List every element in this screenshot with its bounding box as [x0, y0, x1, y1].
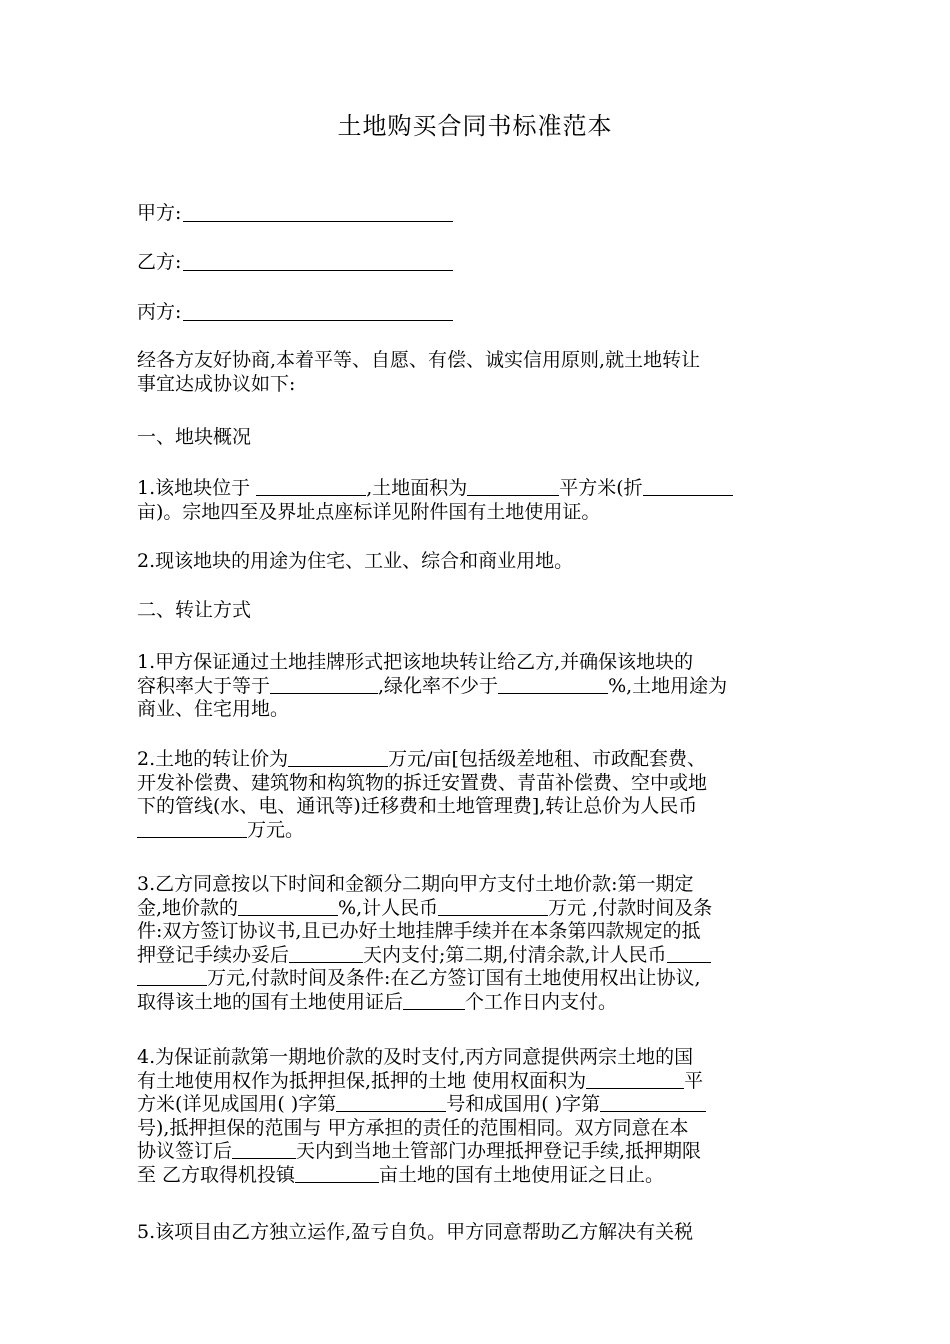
party-b-label: 乙方: — [137, 251, 182, 273]
party-c-blank — [183, 300, 453, 321]
section-heading-2: 二、转让方式 — [137, 599, 252, 621]
clause-2-3: 3.乙方同意按以下时间和金额分二期向甲方支付土地价款:第一期定 金,地价款的 %,计人民币 万元 ,付款时间及条 件:双方签订协议书,且已办好土地挂牌手续并在本条第四款规定的抵 押登记手续办妥后 天内支付;第二期,付清余款,计人民币 万元,付款时间及条件:在乙方签订国有土地使用权出让协议, 取得该土地的国有土地使用证后 个工作日内支付。 — [137, 873, 713, 1013]
clause-2-2: 2.土地的转让价为 万元/亩[包括级差地租、市政配套费、 开发补偿费、建筑物和构筑物的拆迁安置费、青苗补偿费、空中或地 下的管线(水、电、通讯等)迁移费和土地管理费],转让总价为人民币 万元。 — [137, 748, 708, 841]
clause-2-5: 5.该项目由乙方独立运作,盈亏自负。甲方同意帮助乙方解决有关税 — [137, 1221, 694, 1243]
party-b-field — [137, 249, 453, 275]
party-a-field — [137, 200, 453, 226]
party-a-blank — [183, 201, 453, 222]
party-c-label: 丙方: — [137, 301, 182, 323]
intro-paragraph: 经各方友好协商,本着平等、自愿、有偿、诚实信用原则,就土地转让 事宜达成协议如下: — [137, 349, 701, 395]
clause-2-4: 4.为保证前款第一期地价款的及时支付,丙方同意提供两宗土地的国 有土地使用权作为抵押担保,抵押的土地 使用权面积为 平 方米(详见成国用( )字第 号和成国用( )字第 号),抵押担保的范围与 甲方承担的责任的范围相同。双方同意在本 协议签订后 天内到当地土管部门办理抵押登记手续,抵押期限 至 乙方取得机投镇 亩土地的国有土地使用证之日止。 — [137, 1046, 813, 1187]
clause-2-1: 1.甲方保证通过土地挂牌形式把该地块转让给乙方,并确保该地块的 容积率大于等于 ,绿化率不少于 %,土地用途为 商业、住宅用地。 — [137, 651, 728, 720]
document-title: 土地购买合同书标准范本 — [337, 112, 613, 140]
party-c-field — [137, 299, 453, 325]
clause-1-2: 2.现该地块的用途为住宅、工业、综合和商业用地。 — [137, 550, 574, 572]
section-heading-1: 一、地块概况 — [137, 426, 252, 448]
clause-1-1: 1.该地块位于 ,土地面积为 平方米(折 亩)。宗地四至及界址点座标详见附件国有土地使用证。 — [137, 477, 813, 524]
party-b-blank — [183, 250, 453, 271]
party-a-label: 甲方: — [137, 202, 182, 224]
